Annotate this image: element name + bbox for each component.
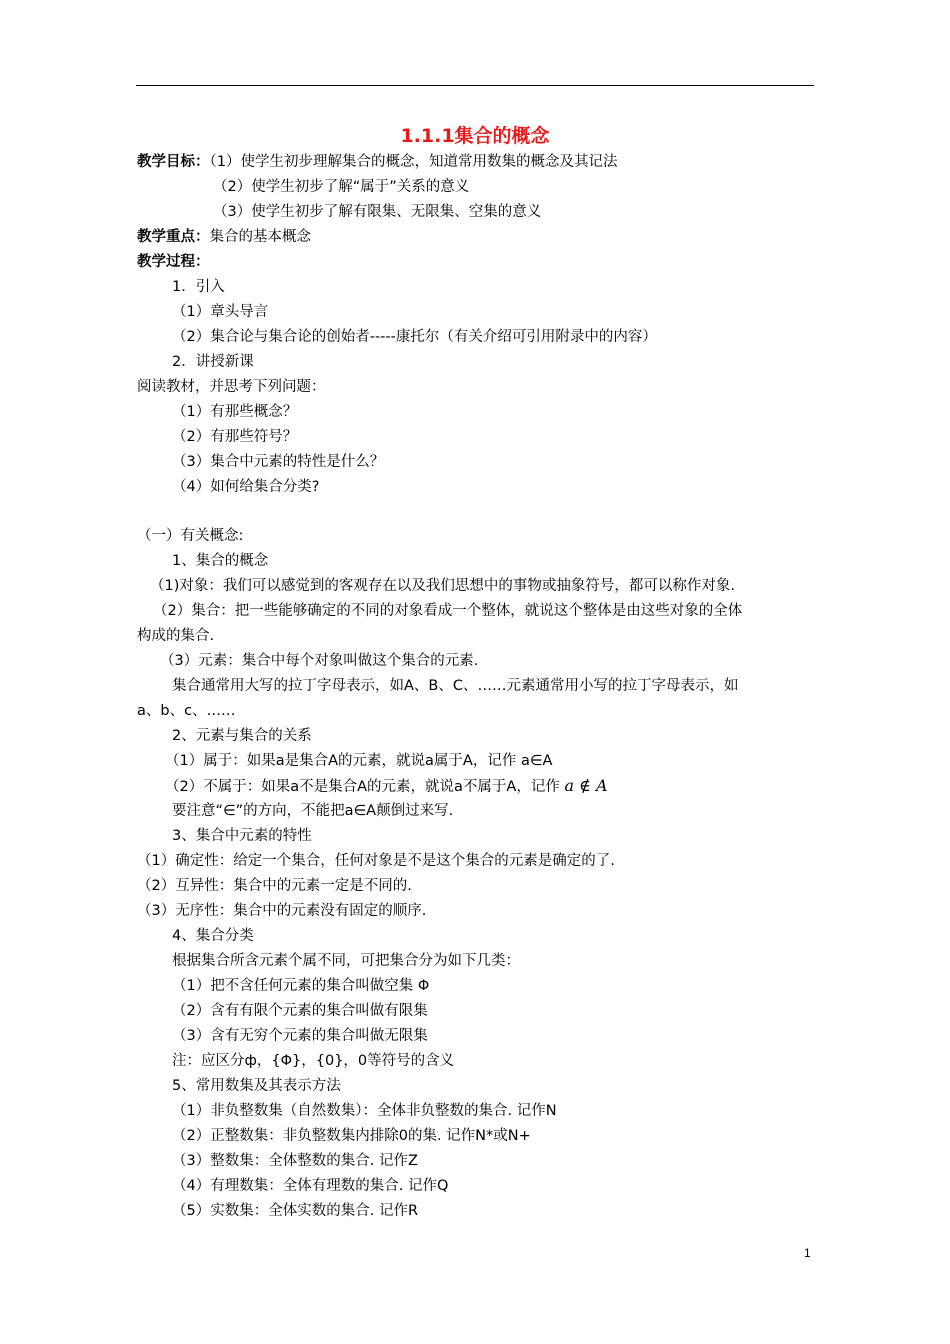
goal-3: （3）使学生初步了解有限集、无限集、空集的意义 [213, 204, 542, 220]
text-line: a、b、c、…… [137, 703, 236, 719]
subsection-heading: 2、元素与集合的关系 [172, 728, 312, 744]
text-line: 注：应区分ф，{Φ}，{0}，0等符号的含义 [172, 1053, 455, 1069]
text-line: 根据集合所含元素个属不同，可把集合分为如下几类： [172, 953, 520, 969]
subsection-heading: 3、集合中元素的特性 [172, 828, 312, 844]
question-item: （4）如何给集合分类? [172, 479, 320, 495]
page-title: 1.1.1集合的概念 [400, 125, 550, 147]
text-line: （1）章头导言 [172, 304, 269, 320]
text-line: 要注意“∈”的方向，不能把a∈A颠倒过来写. [172, 803, 454, 819]
section-intro: 1．引入 [172, 279, 225, 295]
key-point-label: 教学重点： [137, 229, 210, 245]
key-point [137, 227, 311, 247]
subsection-heading: 1、集合的概念 [172, 553, 269, 569]
goal-2: （2）使学生初步了解“属于”关系的意义 [213, 179, 470, 195]
text-line: （2）含有有限个元素的集合叫做有限集 [172, 1003, 428, 1019]
teaching-goals [137, 152, 617, 172]
section-new-lesson: 2．讲授新课 [172, 354, 254, 370]
subsection-heading: 4、集合分类 [172, 928, 254, 944]
text-line: 集合通常用大写的拉丁字母表示，如A、B、C、……元素通常用小写的拉丁字母表示，如 [172, 678, 739, 694]
text-line: （1）把不含任何元素的集合叫做空集 Φ [172, 978, 430, 994]
question-item: （2）有那些符号？ [172, 429, 298, 445]
text-line: （2）不属于：如果a不是集合A的元素，就说a不属于A，记作 a ∉ A [165, 776, 608, 795]
text-line: 构成的集合. [137, 628, 215, 644]
text-line: （1）属于：如果a是集合A的元素，就说a属于A，记作 a∈A [165, 753, 553, 769]
goals-label: 教学目标： [137, 154, 210, 170]
question-item: （3）集合中元素的特性是什么？ [172, 454, 385, 470]
text-line: （2）正整数集：非负整数集内排除0的集. 记作N*或N+ [172, 1128, 531, 1144]
text-line: （1）非负整数集（自然数集）：全体非负整数的集合. 记作N [172, 1103, 557, 1119]
page-number: 1 [804, 1246, 811, 1260]
process-label: 教学过程： [137, 254, 210, 270]
text-line: （1）确定性：给定一个集合，任何对象是不是这个集合的元素是确定的了. [137, 853, 615, 869]
text-line: （2）集合：把一些能够确定的不同的对象看成一个整体，就说这个整体是由这些对象的全体 [153, 603, 743, 619]
text-line: （5）实数集：全体实数的集合. 记作R [172, 1203, 419, 1219]
text-line: （1)对象：我们可以感觉到的客观存在以及我们思想中的事物或抽象符号，都可以称作对象. [150, 578, 735, 594]
not-element-formula: a ∉ A [564, 776, 608, 795]
question-item: （1）有那些概念？ [172, 404, 298, 420]
key-point-text: 集合的基本概念 [209, 229, 311, 245]
text-line: （4）有理数集：全体有理数的集合. 记作Q [172, 1178, 449, 1194]
section-concepts: （一）有关概念: [137, 528, 244, 544]
text-line: （3）元素：集合中每个对象叫做这个集合的元素. [160, 653, 479, 669]
text-line: （2）互异性：集合中的元素一定是不同的. [137, 878, 412, 894]
text-line: （3）含有无穷个元素的集合叫做无限集 [172, 1028, 428, 1044]
text-line: 阅读教材，并思考下列问题： [137, 379, 326, 395]
subsection-heading: 5、常用数集及其表示方法 [172, 1078, 341, 1094]
header-rule [136, 85, 814, 86]
text-line: （3）无序性：集合中的元素没有固定的顺序. [137, 903, 427, 919]
text-line: （3）整数集：全体整数的集合. 记作Z [172, 1153, 418, 1169]
text-line: （2）集合论与集合论的创始者-----康托尔（有关介绍可引用附录中的内容） [172, 329, 657, 345]
goal-1: （1）使学生初步理解集合的概念，知道常用数集的概念及其记法 [209, 154, 618, 170]
